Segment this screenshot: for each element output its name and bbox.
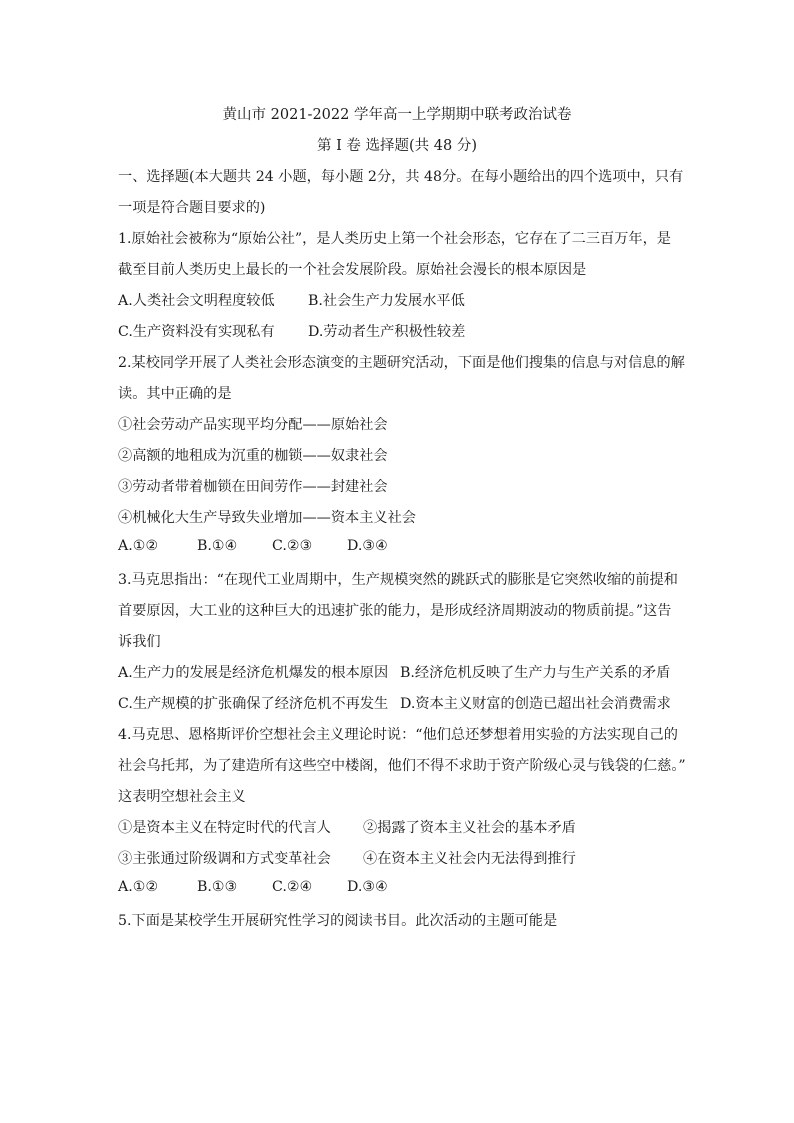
question-2-option-c: C.②③	[272, 538, 313, 554]
question-1-stem: 1.原始社会被称为“原始公社”，是人类历史上第一个社会形态，它存在了二三百万年，是	[118, 231, 671, 247]
question-2-item: ③劳动者带着枷锁在田间劳作——封建社会	[118, 479, 388, 495]
question-3-stem: 诉我们	[118, 634, 161, 650]
question-4-stem: 社会乌托邦，为了建造所有这些空中楼阁，他们不得不求助于资产阶级心灵与钱袋的仁慈。”	[118, 758, 686, 774]
question-2-option-b: B.①④	[197, 538, 238, 554]
question-4-item: ④在资本主义社会内无法得到推行	[363, 851, 576, 867]
question-1-option-c: C.生产资料没有实现私有	[118, 324, 275, 340]
question-4-item: ③主张通过阶级调和方式变革社会	[118, 851, 331, 867]
question-1-option-a: A.人类社会文明程度较低	[118, 293, 275, 309]
question-1-option-b: B.社会生产力发展水平低	[308, 293, 465, 309]
section-title: 第 I 卷 选择题(共 48 分)	[316, 138, 478, 154]
exam-title: 黄山市 2021-2022 学年高一上学期期中联考政治试卷	[222, 107, 572, 123]
question-1-stem: 截至目前人类历史上最长的一个社会发展阶段。原始社会漫长的根本原因是	[118, 262, 587, 278]
question-2-item: ②高额的地租成为沉重的枷锁——奴隶社会	[118, 448, 388, 464]
question-4-item: ②揭露了资本主义社会的基本矛盾	[363, 820, 576, 836]
instruction-text: 一项是符合题目要求的)	[118, 200, 266, 216]
question-3-stem: 首要原因，大工业的这种巨大的迅速扩张的能力，是形成经济周期波动的物质前提。”这告	[118, 603, 672, 619]
question-4-option-a: A.①②	[118, 879, 159, 895]
question-4-stem: 这表明空想社会主义	[118, 789, 246, 805]
question-2-option-a: A.①②	[118, 538, 159, 554]
question-2-option-d: D.③④	[347, 538, 388, 554]
question-2-item: ④机械化大生产导致失业增加——资本主义社会	[118, 510, 416, 526]
question-2-stem: 2.某校同学开展了人类社会形态演变的主题研究活动，下面是他们搜集的信息与对信息的解	[118, 355, 685, 371]
question-4-stem: 4.马克思、恩格斯评价空想社会主义理论时说：“他们总还梦想着用实验的方法实现自己的	[118, 727, 678, 743]
question-5-stem: 5.下面是某校学生开展研究性学习的阅读书目。此次活动的主题可能是	[118, 913, 558, 929]
instruction-text: 一、选择题(本大题共 24 小题，每小题 2分，共 48分。在每小题给出的四个选项中，只有	[118, 169, 684, 185]
question-1-option-d: D.劳动者生产积极性较差	[308, 324, 466, 340]
question-4-option-b: B.①③	[197, 879, 238, 895]
question-4-option-c: C.②④	[272, 879, 313, 895]
question-3-option-a: A.生产力的发展是经济危机爆发的根本原因	[118, 665, 389, 681]
question-3-option-b: B.经济危机反映了生产力与生产关系的矛盾	[400, 665, 671, 681]
question-2-item: ①社会劳动产品实现平均分配——原始社会	[118, 417, 388, 433]
question-3-option-d: D.资本主义财富的创造已超出社会消费需求	[400, 696, 671, 712]
question-3-option-c: C.生产规模的扩张确保了经济危机不再发生	[118, 696, 389, 712]
question-2-stem: 读。其中正确的是	[118, 386, 232, 402]
question-3-stem: 3.马克思指出：“在现代工业周期中，生产规模突然的跳跃式的膨胀是它突然收缩的前提和	[118, 572, 678, 588]
question-4-option-d: D.③④	[347, 879, 388, 895]
question-4-item: ①是资本主义在特定时代的代言人	[118, 820, 331, 836]
